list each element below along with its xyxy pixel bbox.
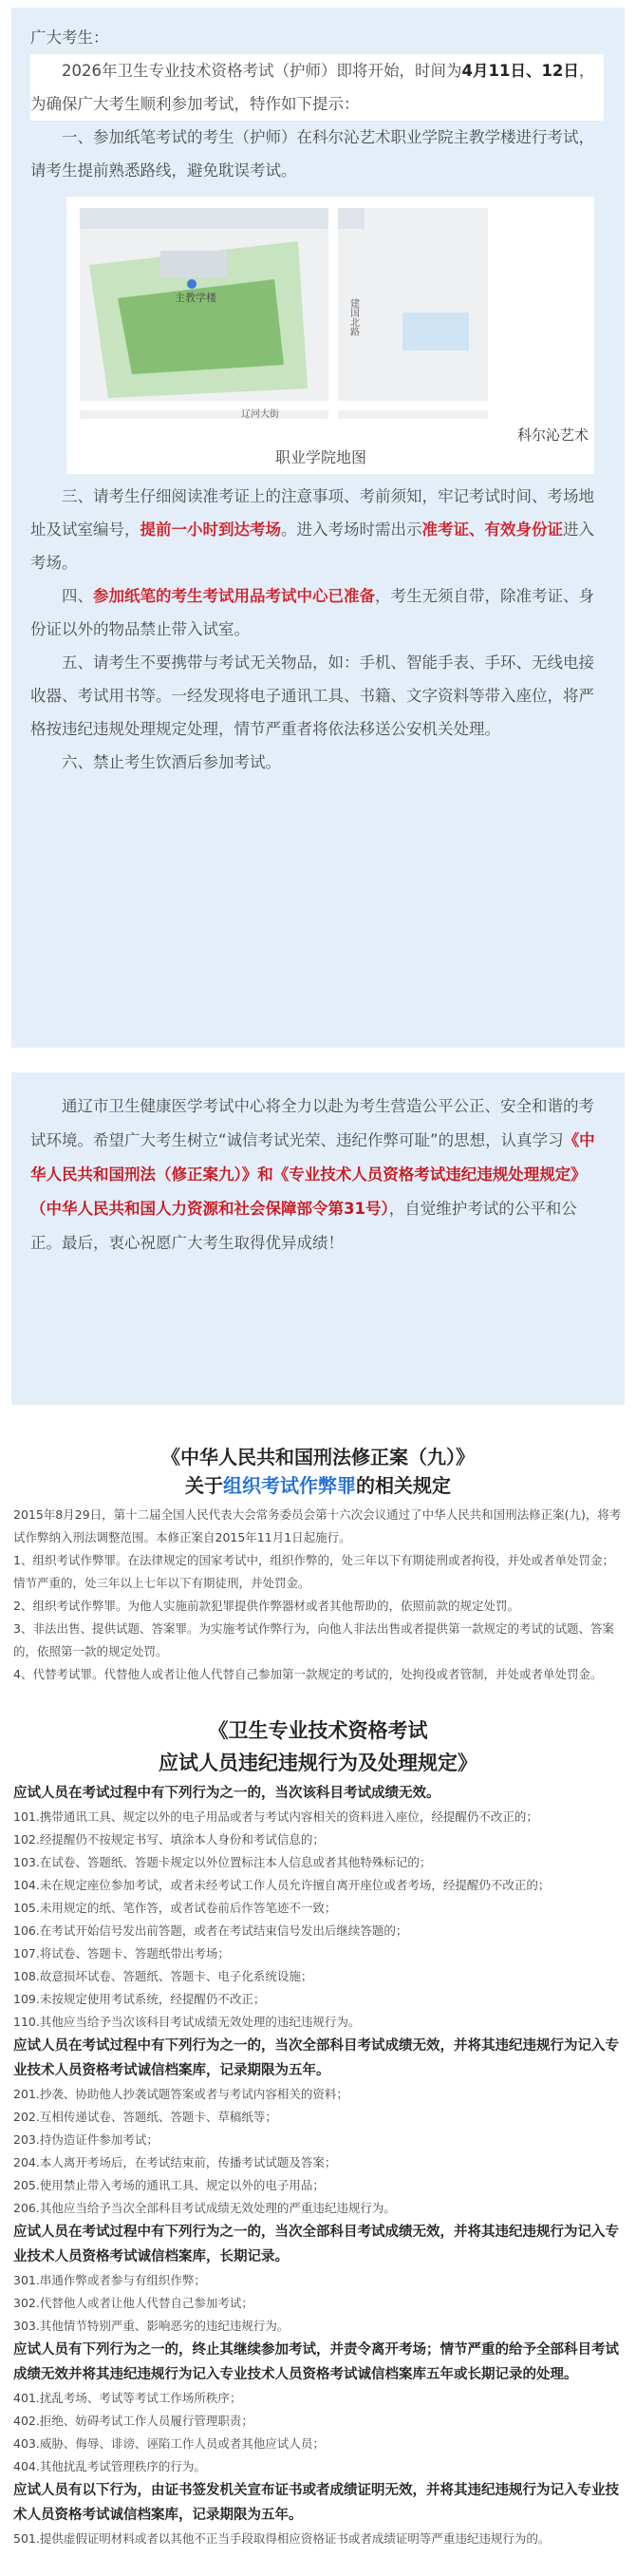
item-3-highlight: 提前一小时到达考场	[140, 521, 281, 539]
law-para-3: 3、非法出售、提供试题、答案罪。为实施考试作弊行为，向他人非法出售或者提供第一款规定的考试的试题、答案的，依照第一款的规定处罚。	[13, 1621, 614, 1658]
item-3-text-3: 进入考场。	[30, 521, 594, 572]
law-para-4: 4、代替考试罪。代替他人或者让他人代替自己参加第一款规定的考试的，处拘役或者管制，并处或者单处罚金。	[13, 1667, 603, 1681]
item-4	[30, 579, 604, 646]
law-section	[0, 1443, 636, 2550]
closing-box	[11, 1072, 625, 1405]
rules-heading-2: 应试人员在考试过程中有下列行为之一的，当次全部科目考试成绩无效，并将其违纪违规行为记入专业技术人员资格考试诚信档案库，记录期限为五年。	[13, 2038, 619, 2078]
rules-heading-1: 应试人员在考试过程中有下列行为之一的，当次该科目考试成绩无效。	[13, 1786, 440, 1801]
rules-heading-5: 应试人员有以下行为，由证书签发机关宣布证书或者成绩证明无效，并将其违纪违规行为记入专业技术人员资格考试诚信档案库，记录期限为五年。	[13, 2483, 619, 2523]
map-caption: 职业学院地图	[275, 448, 367, 466]
closing-text: 通辽市卫生健康医学考试中心将全力以赴为考生营造公平公正、安全和谐的考试环境。希望广大考生树立“诚信考试光荣、违纪作弊可耻”的思想，认真学习	[30, 1097, 594, 1149]
rule-303: 303.其他情节特别严重、影响恶劣的违纪违规行为。	[13, 2319, 290, 2333]
rule-108: 108.故意损坏试卷、答题纸、答题卡、电子化系统设施；	[13, 1969, 313, 1983]
rules-title-1: 《卫生专业技术资格考试	[208, 1719, 428, 1742]
intro-text-end: ，为确保广大考生顺利参加考试，特作如下提示：	[30, 62, 595, 113]
item-3-text: 三、请考生仔细阅读准考证上的注意事项、考前须知，牢记考试时间、考场地址及试室编号，	[30, 487, 594, 539]
rule-401: 401.扰乱考场、考试等考试工作场所秩序；	[13, 2391, 242, 2405]
rule-205: 205.使用禁止带入考场的通讯工具、规定以外的电子用品；	[13, 2178, 325, 2192]
rule-201: 201.抄袭、协助他人抄袭试题答案或者与考试内容相关的资料；	[13, 2087, 348, 2101]
rule-404: 404.其他扰乱考试管理秩序的行为。	[13, 2459, 206, 2473]
rule-204: 204.本人离开考场后，在考试结束前，传播考试试题及答案；	[13, 2155, 337, 2169]
rules-title-2: 应试人员违纪违规行为及处理规定》	[159, 1752, 477, 1774]
rule-107: 107.将试卷、答题卡、答题纸带出考场；	[13, 1946, 230, 1960]
rule-101: 101.携带通讯工具、规定以外的电子用品或者与考试内容相关的资料进入座位，经提醒仍不改正的；	[13, 1809, 538, 1824]
law-sub-prefix: 关于	[185, 1474, 223, 1497]
map-corner-label: 科尔沁艺术	[516, 426, 589, 444]
rules-heading-3: 应试人员在考试过程中有下列行为之一的，当次全部科目考试成绩无效，并将其违纪违规行为记入专业技术人员资格考试诚信档案库，长期记录。	[13, 2225, 619, 2264]
rule-103: 103.在试卷、答题纸、答题卡规定以外位置标注本人信息或者其他特殊标记的；	[13, 1855, 432, 1869]
item-4-highlight: 参加纸笔的考生考试用品考试中心已准备	[93, 587, 375, 605]
item-3-highlight-2: 准考证、有效身份证	[421, 521, 563, 539]
rule-105: 105.未用规定的纸、笔作答，或者试卷前后作答笔迹不一致；	[13, 1901, 337, 1915]
law-para-0: 2015年8月29日，第十二届全国人民代表大会常务委员会第十六次会议通过了中华人民共和国刑法修正案(九)，将考试作弊纳入刑法调整范围。本修正案自2015年11月1日起施行。	[13, 1507, 622, 1544]
item-6: 六、禁止考生饮酒后参加考试。	[62, 753, 281, 771]
rule-104: 104.未在规定座位参加考试，或者未经考试工作人员允许擅自离开座位或者考场，经提醒仍不改正的；	[13, 1878, 551, 1892]
item-4-prefix: 四、	[62, 587, 93, 605]
law-sub-link[interactable]: 组织考试作弊罪	[223, 1474, 356, 1497]
map-image	[80, 208, 488, 419]
rule-102: 102.经提醒仍不按规定书写、填涂本人身份和考试信息的；	[13, 1832, 325, 1847]
rule-106: 106.在考试开始信号发出前答题，或者在考试结束信号发出后继续答题的；	[13, 1923, 408, 1938]
rules-heading-4: 应试人员有下列行为之一的，终止其继续参加考试，并责令离开考场；情节严重的给予全部科目考试成绩无效并将其违纪违规行为记入专业技术人员资格考试诚信档案库五年或长期记录的处理。	[13, 2342, 619, 2382]
item-4-text: ，考生无须自带，除准考证、身份证以外的物品禁止带入试室。	[30, 587, 594, 638]
law-subtitle	[13, 1471, 623, 1500]
law-para-1: 1、组织考试作弊罪。在法律规定的国家考试中，组织作弊的，处三年以下有期徒刑或者拘役，并处或者单处罚金；情节严重的，处三年以上七年以下有期徒刑，并处罚金。	[13, 1553, 614, 1590]
map-label-building: 主教学楼	[175, 292, 216, 304]
intro-text: 2026年卫生专业技术资格考试（护师）即将开始，时间为	[62, 62, 462, 80]
greeting: 广大考生：	[30, 28, 109, 47]
closing-paragraph	[30, 1089, 604, 1260]
law-sub-suffix: 的相关规定	[356, 1474, 451, 1497]
exam-date: 4月11日、12日	[461, 62, 579, 80]
campus-map	[66, 197, 594, 474]
closing-law-names: 《中华人民共和国刑法（修正案九）》和《专业技术人员资格考试违纪违规处理规定》（中华人民共和国人力资源和社会保障部令第31号）	[30, 1131, 595, 1218]
item-3	[30, 480, 604, 579]
law-title: 《中华人民共和国刑法修正案（九）》	[161, 1446, 475, 1468]
map-label-road-v: 建国北路	[347, 298, 359, 336]
law-para-2: 2、组织考试作弊罪。为他人实施前款犯罪提供作弊器材或者其他帮助的，依照前款的规定处罚。	[13, 1599, 519, 1613]
rule-202: 202.互相传递试卷、答题纸、答题卡、草稿纸等；	[13, 2110, 277, 2124]
item-5: 五、请考生不要携带与考试无关物品，如：手机、智能手表、手环、无线电接收器、考试用书等。一经发现将电子通讯工具、书籍、文字资料等带入座位，将严格按违纪违规处理规定处理，情节严重者将依法移送公安机关处理。	[30, 653, 594, 738]
closing-text-end: ，自觉维护考试的公平和公正。最后，衷心祝愿广大考生取得优异成绩！	[30, 1200, 577, 1252]
section-gap	[0, 1048, 636, 1072]
rule-110: 110.其他应当给予当次该科目考试成绩无效处理的违纪违规行为。	[13, 2015, 361, 2029]
item-1: 一、参加纸笔考试的考生（护师）在科尔沁艺术职业学院主教学楼进行考试，请考生提前熟悉路线，避免耽误考试。	[30, 128, 594, 180]
rule-109: 109.未按规定使用考试系统，经提醒仍不改正；	[13, 1992, 266, 2006]
map-label-road-h: 辽河大街	[241, 409, 279, 419]
rule-403: 403.威胁、侮辱、诽谤、诬陷工作人员或者其他应试人员；	[13, 2436, 325, 2451]
rule-402: 402.拒绝、妨碍考试工作人员履行管理职责；	[13, 2414, 253, 2428]
rule-301: 301.串通作弊或者参与有组织作弊；	[13, 2273, 206, 2287]
rule-302: 302.代替他人或者让他人代替自己参加考试；	[13, 2296, 253, 2310]
rule-206: 206.其他应当给予当次全部科目考试成绩无效处理的严重违纪违规行为。	[13, 2201, 396, 2215]
notice-box	[11, 8, 625, 1048]
item-3-text-2: 。进入考场时需出示	[281, 521, 422, 539]
map-graphic	[80, 208, 488, 419]
intro-paragraph	[30, 54, 604, 121]
rule-203: 203.持伪造证件参加考试；	[13, 2132, 159, 2147]
rule-501: 501.提供虚假证明材料或者以其他不正当手段取得相应资格证书或者成绩证明等严重违纪违规行为的。	[13, 2531, 551, 2546]
